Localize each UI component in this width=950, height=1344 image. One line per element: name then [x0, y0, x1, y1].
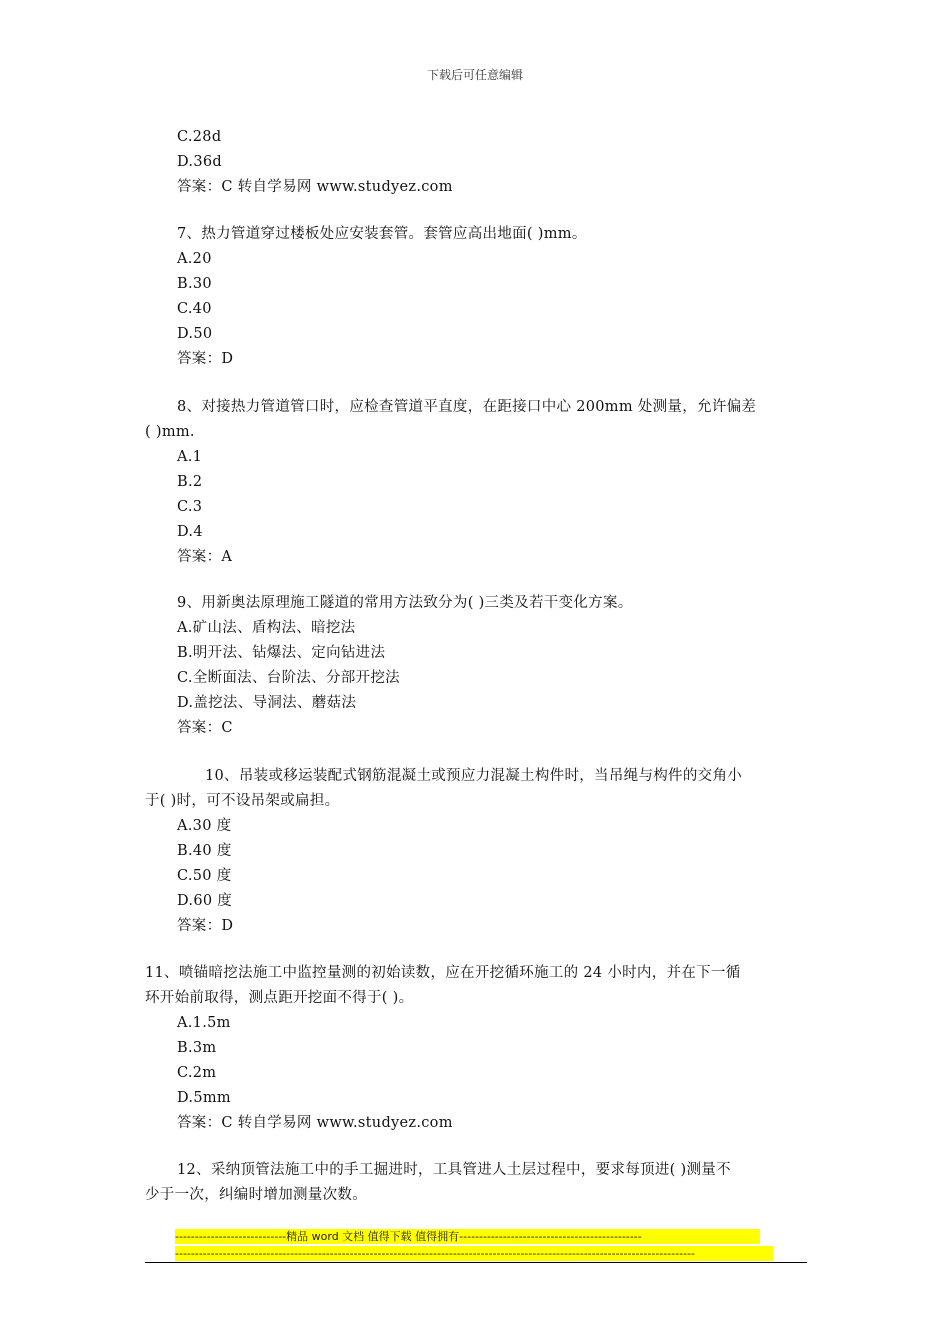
- text-line: B.2: [177, 474, 203, 490]
- text-line: C.40: [177, 301, 212, 317]
- text-line: D.60 度: [177, 893, 233, 909]
- footer-banner-line-1: ----------------------------精品 word 文档 值得下载 值得拥有----------------------------------------------: [175, 1229, 760, 1244]
- text-line: 答案：C 转自学易网 www.studyez.com: [177, 1115, 453, 1131]
- text-line: ( )mm.: [145, 424, 195, 440]
- text-line: 8、对接热力管道管口时，应检查管道平直度，在距接口中心 200mm 处测量，允许偏差: [177, 399, 757, 415]
- text-line: 答案：D: [177, 351, 234, 367]
- text-line: 12、采纳顶管法施工中的手工掘进时，工具管进人土层过程中，要求每顶进( )测量不: [177, 1162, 731, 1178]
- text-line: 10、吊装或移运装配式钢筋混凝土或预应力混凝土构件时，当吊绳与构件的交角小: [205, 768, 743, 784]
- text-line: 于( )时，可不设吊架或扁担。: [145, 793, 340, 809]
- text-line: B.明开法、钻爆法、定向钻进法: [177, 645, 386, 661]
- footer-banner-line-2: -----------------------------------------------------------------------------------------------------------------------------------: [175, 1246, 773, 1261]
- text-line: 环开始前取得，测点距开挖面不得于( )。: [145, 990, 414, 1006]
- text-line: D.50: [177, 326, 213, 342]
- text-line: 答案：A: [177, 549, 233, 565]
- footer-divider: [145, 1262, 807, 1263]
- text-line: 少于一次，纠编时增加测量次数。: [145, 1187, 367, 1203]
- text-line: A.1.5m: [177, 1015, 231, 1031]
- text-line: B.40 度: [177, 843, 232, 859]
- text-line: B.3m: [177, 1040, 217, 1056]
- text-line: A.矿山法、盾构法、暗挖法: [177, 620, 356, 636]
- text-line: D.36d: [177, 154, 222, 170]
- text-line: C.全断面法、台阶法、分部开挖法: [177, 670, 400, 686]
- text-line: D.5mm: [177, 1090, 231, 1106]
- text-line: A.1: [177, 449, 203, 465]
- text-line: 9、用新奥法原理施工隧道的常用方法致分为( )三类及若干变化方案。: [177, 595, 633, 611]
- text-line: 答案：D: [177, 918, 234, 934]
- text-line: 答案：C: [177, 720, 233, 736]
- text-line: B.30: [177, 276, 212, 292]
- text-line: A.20: [177, 251, 212, 267]
- text-line: 11、喷锚暗挖法施工中监控量测的初始读数，应在开挖循环施工的 24 小时内，并在下一循: [145, 965, 741, 981]
- text-line: C.28d: [177, 129, 222, 145]
- text-line: 答案：C 转自学易网 www.studyez.com: [177, 179, 453, 195]
- text-line: A.30 度: [177, 818, 232, 834]
- text-line: C.3: [177, 499, 203, 515]
- text-line: C.2m: [177, 1065, 217, 1081]
- text-line: 7、热力管道穿过楼板处应安装套管。套管应高出地面( )mm。: [177, 226, 587, 242]
- text-line: D.盖挖法、导洞法、蘑菇法: [177, 695, 357, 711]
- page-header: 下载后可任意编辑: [426, 68, 523, 82]
- text-line: C.50 度: [177, 868, 232, 884]
- text-line: D.4: [177, 524, 203, 540]
